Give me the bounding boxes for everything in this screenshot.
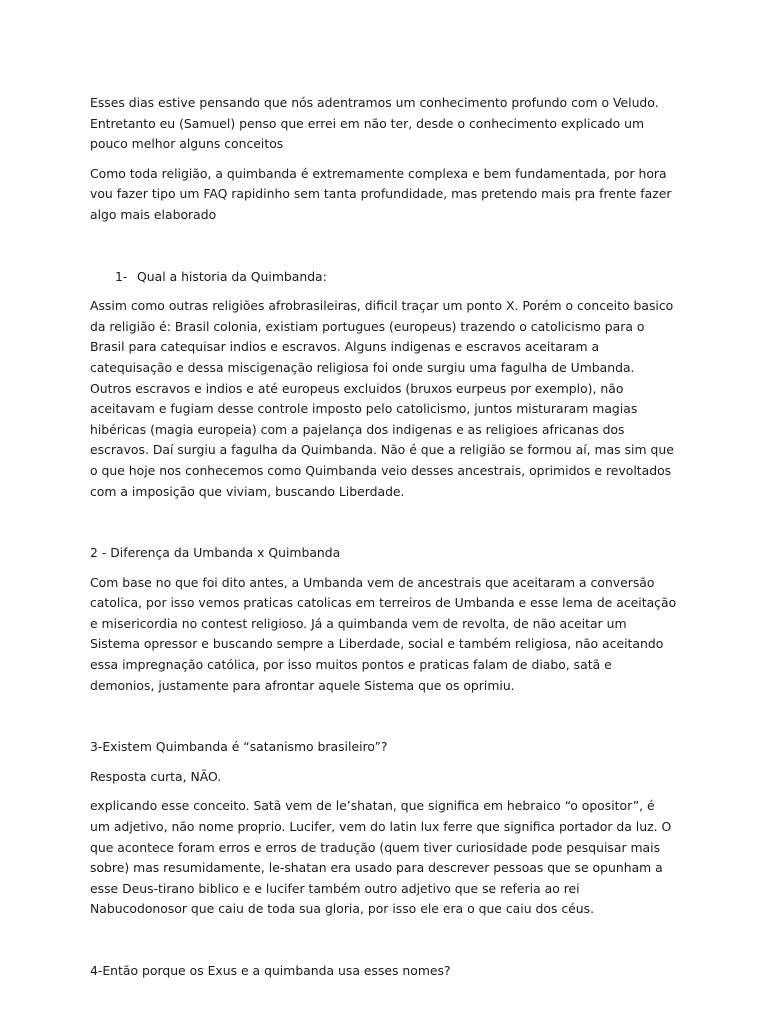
section-3-heading: 3-Existem Quimbanda é “satanismo brasileiro”? bbox=[90, 739, 388, 755]
section-3-short-answer: Resposta curta, NÃO. bbox=[90, 768, 222, 784]
section-1-number: 1- bbox=[115, 268, 128, 284]
intro-paragraph-1: Esses dias estive pensando que nós adentramos um conhecimento profundo com o Veludo. Entretanto eu (Samuel) penso que errei em não ter, desde o conhecimento explicado um pouco melhor alguns conceitos bbox=[90, 95, 659, 152]
section-4-heading: 4-Então porque os Exus e a quimbanda usa esses nomes? bbox=[90, 963, 451, 978]
intro-paragraph-2: Como toda religião, a quimbanda é extremamente complexa e bem fundamentada, por hora vou fazer tipo um FAQ rapidinho sem tanta profundidade, mas pretendo mais pra frente fazer algo mais elaborado bbox=[90, 165, 672, 222]
section-2-body: Com base no que foi dito antes, a Umbanda vem de ancestrais que aceitaram a conversão catolica, por isso vemos praticas catolicas em terreiros de Umbanda e esse lema de aceitação e misericordia no contest religioso. Já a quimbanda vem de revolta, de não aceitar um Sistema opressor e buscando sempre a Liberdade, social e também religiosa, não aceitando essa impregnação católica, por isso muitos pontos e praticas falam de diabo, satã e demonios, justamente para afrontar aquele Sistema que os oprimiu. bbox=[90, 574, 677, 693]
section-1-body: Assim como outras religiões afrobrasileiras, dificil traçar um ponto X. Porém o conceito basico da religião é: Brasil colonia, existiam portugues (europeus) trazendo o catolicismo para o Brasil para catequisar indios e escravos. Alguns indigenas e escravos aceitaram a catequisação e dessa miscigenação religiosa foi onde surgiu uma fagulha de Umbanda. Outros escravos e indios e até europeus excluidos (bruxos eurpeus por exemplo), não aceitavam e fugiam desse controle imposto pelo catolicismo, juntos misturaram magias hibéricas (magia europeia) com a pajelança dos indigenas e as religioes africanas dos escravos. Daí surgiu a fagulha da Quimbanda. Não é que a religião se formou aí, mas sim que o que hoje nos conhecemos como Quimbanda veio desses ancestrais, oprimidos e revoltados com a imposição que viviam, buscando Liberdade. bbox=[90, 298, 674, 499]
section-2-heading: 2 - Diferença da Umbanda x Quimbanda bbox=[90, 545, 341, 561]
section-3-body: explicando esse conceito. Satã vem de le’shatan, que significa em hebraico “o opositor”, é um adjetivo, não nome proprio. Lucifer, vem do latin lux ferre que significa portador da luz. O que acontece foram erros e erros de tradução (quem tiver curiosidade pode pesquisar mais sobre) mas resumidamente, le-shatan era usado para descrever pessoas que se opunham a esse Deus-tirano biblico e e lucifer também outro adjetivo que se referia ao rei Nabucodonosor que caiu de toda sua gloria, por isso ele era o que caiu dos céus. bbox=[90, 798, 672, 917]
section-1-heading bbox=[90, 267, 678, 288]
section-1-title: Qual a historia da Quimbanda: bbox=[137, 268, 327, 284]
